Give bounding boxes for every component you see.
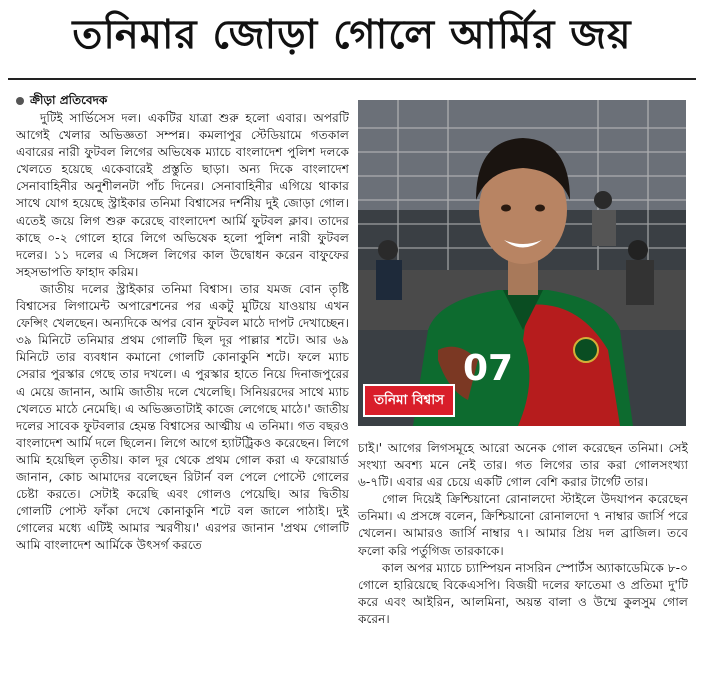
paragraph: দুটিই সার্ভিসেস দল। একটির যাত্রা শুরু হলো এবার। অপরটি আগেই খেলার অভিজ্ঞতা সম্পন্ন। কমলাপুর স্টেডিয়ামে গতকাল এবারের নারী ফুটবল লিগের অভিষেক ম্যাচে বাংলাদেশ পুলিশ দলকে খেলতে হয়েছে একেবারেই প্রস্তুতি ছাড়া। অন্য দিকে বাংলাদেশ সেনাবাহিনীর অনুশীলনটা পাঁচ দিনের। সেনাবাহিনীর এগিয়ে থাকার সাথে যোগ হয়েছে স্ট্রাইকার তনিমা বিশ্বাসের দর্শনীয় দুই জোড়া গোল। এতেই জয়ে লিগ শুরু করেছে বাংলাদেশ আর্মি ফুটবল ক্লাব। তাদের কাছে ০-২ গোলে হারে লিগে অভিষেক হলো পুলিশ নারী ফুটবল দলের। ১১ দলের এ সিঙ্গেল লিগের কাল উদ্বোধন করেন বাফুফের সহসভাপতি ফাহাদ করিম। xyxy=(16,111,349,279)
jersey-number: 07 xyxy=(463,348,514,389)
headline-divider xyxy=(8,78,696,80)
paragraph: কাল অপর ম্যাচে চ্যাম্পিয়ন নাসরিন স্পোর্টস অ্যাকাডেমিকে ৮-০ গোলে হারিয়েছে বিকেএসপি। বিজয়ী দলের ফাতেমা ও প্রতিমা দু'টি করে এবং আইরিন, আলমিনা, অয়ন্ত বালা ও উম্মে কুলসুম গোল করেন। xyxy=(358,560,688,626)
bullet-icon xyxy=(16,97,24,105)
right-column xyxy=(358,440,688,692)
player-photo-illustration xyxy=(358,100,686,426)
paragraph: গোল দিয়েই ক্রিশ্চিয়ানো রোনালদো স্টাইলে উদযাপন করেছেন তনিমা। এ প্রসঙ্গে বলেন, ক্রিশ্চিয়ানো রোনালদো ৭ নাম্বার জার্সি পরে খেলেন। আমারও জার্সি নাম্বার ৭। আমার প্রিয় দল ব্রাজিল। তবে ফলো করি পর্তুগিজ তারকাকে। xyxy=(358,492,688,558)
paragraph: চাই।' আগের লিগসমূহে আরো অনেক গোল করেছেন তনিমা। সেই সংখ্যা অবশ্য মনে নেই তার। গত লিগের তার করা গোলসংখ্যা ৬-৭টি। এবার এর চেয়ে একটি গোল বেশি করার টার্গেট তার। xyxy=(358,441,688,490)
left-column xyxy=(16,110,349,690)
photo-caption: তনিমা বিশ্বাস xyxy=(363,384,455,417)
paragraph: জাতীয় দলের স্ট্রাইকার তনিমা বিশ্বাস। তার যমজ বোন তৃষ্টি বিশ্বাসের লিগামেন্ট অপারেশনের পর একটু মুটিয়ে যাওয়ায় এখন ফেন্সিং খেলছেন। অন্যদিকে অপর বোন ফুটবল মাঠে দাপট দেখাচ্ছেন। ৩৯ মিনিটে তনিমার প্রথম গোলটি ছিল দূর পাল্লার শটে। আর ৬৯ মিনিটে তার ব্যবধান কমানো গোলটি কোনাকুনি শটে। ফলে ম্যাচ সেরার পুরস্কার গেছে তার দখলে। এ পুরস্কার হাতে নিয়ে দিনাজপুরের এ মেয়ে জানান, আমি জাতীয় দলে খেলেছি। সিনিয়রদের সাথে ম্যাচ খেলতে মাঠে নেমেছি। এ অভিজ্ঞতাটাই কাজে লেগেছে মাঠে।' জাতীয় দলের সাবেক ফুটবলার হেমন্ত বিশ্বাসের আত্মীয় এ তনিমা। গত বছরও বাংলাদেশ আর্মি দলে ছিলেন। লিগে আগে হ্যাটট্রিকও করেছেন। লিগে আমি হয়েছিল তৃতীয়। কাল দূর থেকে প্রথম গোল করা এ ফরোয়ার্ড জানান, কোচ আমাদের বলেছেন রিটার্ন বল পেলে পোস্টে গোলের চেষ্টা করতে। সেটাই করেছি এবং গোলও পেয়েছি। আর দ্বিতীয় গোলটি পোস্ট ফাঁকা দেখে কোনাকুনি শটে বল জালে পাঠাই। দুই গোলের মধ্যে এটিই আমার স্মরণীয়।' এরপর জানান 'প্রথম গোলটি আমি বাংলাদেশ আর্মিকে উৎসর্গ করতে xyxy=(16,281,349,553)
headline: তনিমার জোড়া গোলে আর্মির জয় xyxy=(72,12,632,58)
player-photo xyxy=(358,100,686,426)
byline-text: ক্রীড়া প্রতিবেদক xyxy=(30,93,108,107)
byline xyxy=(16,92,107,112)
